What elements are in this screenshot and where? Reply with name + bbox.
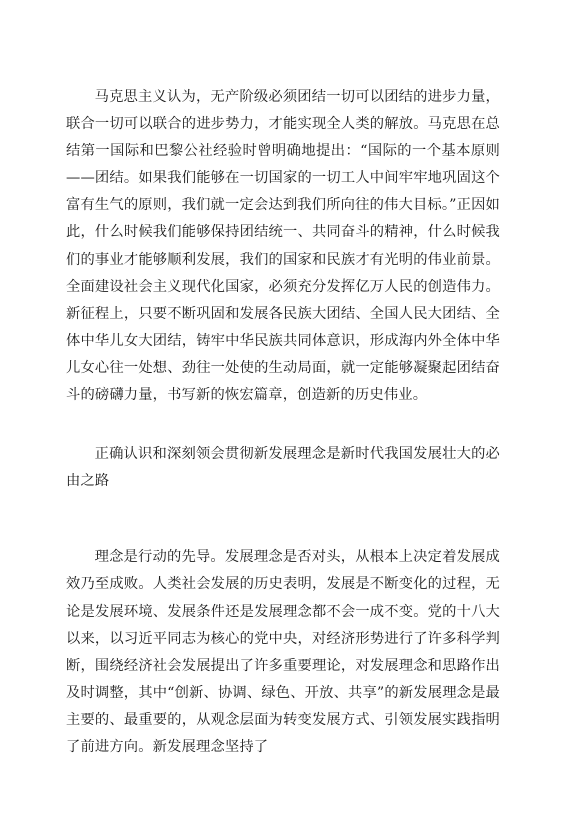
section-heading: 正确认识和深刻领会贯彻新发展理念是新时代我国发展壮大的必由之路: [66, 446, 500, 490]
paragraph-development-concept: 理念是行动的先导。发展理念是否对头，从根本上决定着发展成效乃至成败。人类社会发展的历史表明，发展是不断变化的过程，无论是发展环境、发展条件还是发展理念都不会一成不变。党的十八大以来，以习近平同志为核心的党中央，对经济形势进行了许多科学判断，围绕经济社会发展提出了许多重要理论，对发展理念和思路作出及时调整，其中“创新、协调、绿色、开放、共享”的新发展理念是最主要的、最重要的，从观念层面为转变发展方式、引领发展实践指明了前进方向。新发展理念坚持了: [66, 549, 500, 755]
paragraph-unity: 马克思主义认为，无产阶级必须团结一切可以团结的进步力量，联合一切可以联合的进步势力，才能实现全人类的解放。马克思在总结第一国际和巴黎公社经验时曾明确地提出：“国际的一个基本原则——团结。如果我们能够在一切国家的一切工人中间牢牢地巩固这个富有生气的原则，我们就一定会达到我们所向往的伟大目标。”正因如此，什么时候我们能够保持团结统一、共同奋斗的精神，什么时候我们的事业才能够顺利发展，我们的国家和民族才有光明的伟业前景。全面建设社会主义现代化国家，必须充分发挥亿万人民的创造伟力。新征程上，只要不断巩固和发展各民族大团结、全国人民大团结、全体中华儿女大团结，铸牢中华民族共同体意识，形成海内外全体中华儿女心往一处想、劲往一处使的生动局面，就一定能够凝聚起团结奋斗的磅礴力量，书写新的恢宏篇章，创造新的历史伟业。: [66, 89, 500, 404]
document-body: [66, 84, 500, 761]
